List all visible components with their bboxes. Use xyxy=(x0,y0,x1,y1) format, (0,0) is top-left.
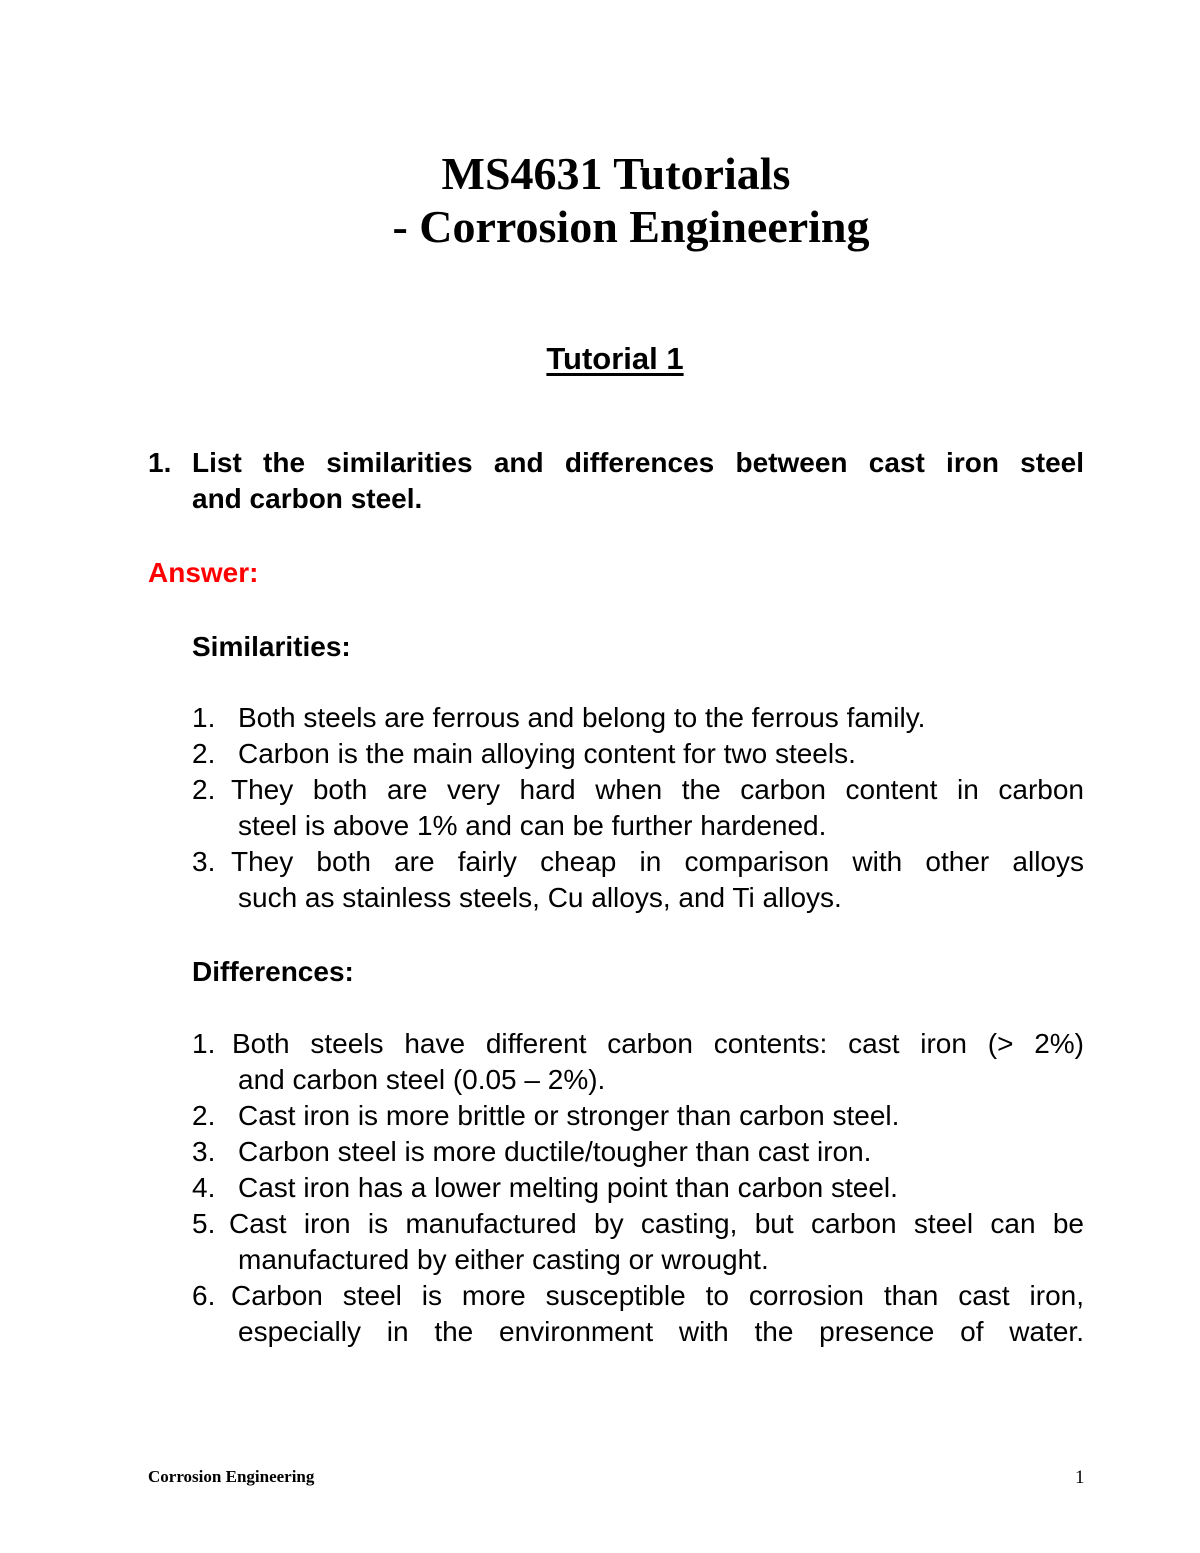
similarity-line: They both are fairly cheap in comparison with other alloys xyxy=(231,846,1084,877)
question-line2: and carbon steel. xyxy=(192,483,423,514)
footer-title: Corrosion Engineering xyxy=(148,1467,315,1486)
difference-number: 4. xyxy=(192,1172,216,1203)
difference-number: 5. xyxy=(192,1208,216,1239)
page-number: 1 xyxy=(1075,1467,1085,1488)
similarity-line-continued: steel is above 1% and can be further hardened. xyxy=(238,810,827,841)
difference-number: 1. xyxy=(192,1028,216,1059)
difference-line: Carbon steel is more ductile/tougher than cast iron. xyxy=(238,1136,872,1167)
similarity-line: Both steels are ferrous and belong to the ferrous family. xyxy=(238,702,926,733)
difference-line: Both steels have different carbon contents: cast iron (> 2%) xyxy=(232,1028,1084,1059)
difference-number: 2. xyxy=(192,1100,216,1131)
similarity-number: 3. xyxy=(192,846,216,877)
document-title-line2: - Corrosion Engineering xyxy=(392,201,870,252)
tutorial-heading-text: Tutorial 1 xyxy=(546,341,684,376)
difference-line-continued: especially in the environment with the presence of water. xyxy=(238,1316,1084,1347)
similarity-number: 2. xyxy=(192,774,216,805)
similarity-line-continued: such as stainless steels, Cu alloys, and Ti alloys. xyxy=(238,882,842,913)
differences-heading: Differences: xyxy=(192,956,354,987)
difference-line: Cast iron is more brittle or stronger than carbon steel. xyxy=(238,1100,900,1131)
difference-line-continued: and carbon steel (0.05 – 2%). xyxy=(238,1064,606,1095)
difference-number: 3. xyxy=(192,1136,216,1167)
difference-line: Carbon steel is more susceptible to corrosion than cast iron, xyxy=(231,1280,1084,1311)
similarity-line: Carbon is the main alloying content for two steels. xyxy=(238,738,856,769)
difference-number: 6. xyxy=(192,1280,216,1311)
similarity-number: 1. xyxy=(192,702,216,733)
similarity-line: They both are very hard when the carbon content in carbon xyxy=(231,774,1084,805)
document-title-line1: MS4631 Tutorials xyxy=(441,148,791,199)
difference-line: Cast iron is manufactured by casting, but carbon steel can be xyxy=(229,1208,1084,1239)
question-number: 1. xyxy=(148,447,172,478)
answer-label: Answer: xyxy=(148,557,259,588)
tutorial-heading xyxy=(0,343,1200,374)
difference-line-continued: manufactured by either casting or wrought. xyxy=(238,1244,769,1275)
difference-line: Cast iron has a lower melting point than carbon steel. xyxy=(238,1172,898,1203)
similarities-heading: Similarities: xyxy=(192,631,351,662)
similarity-number: 2. xyxy=(192,738,216,769)
question-line1: List the similarities and differences between cast iron steel xyxy=(192,447,1084,478)
